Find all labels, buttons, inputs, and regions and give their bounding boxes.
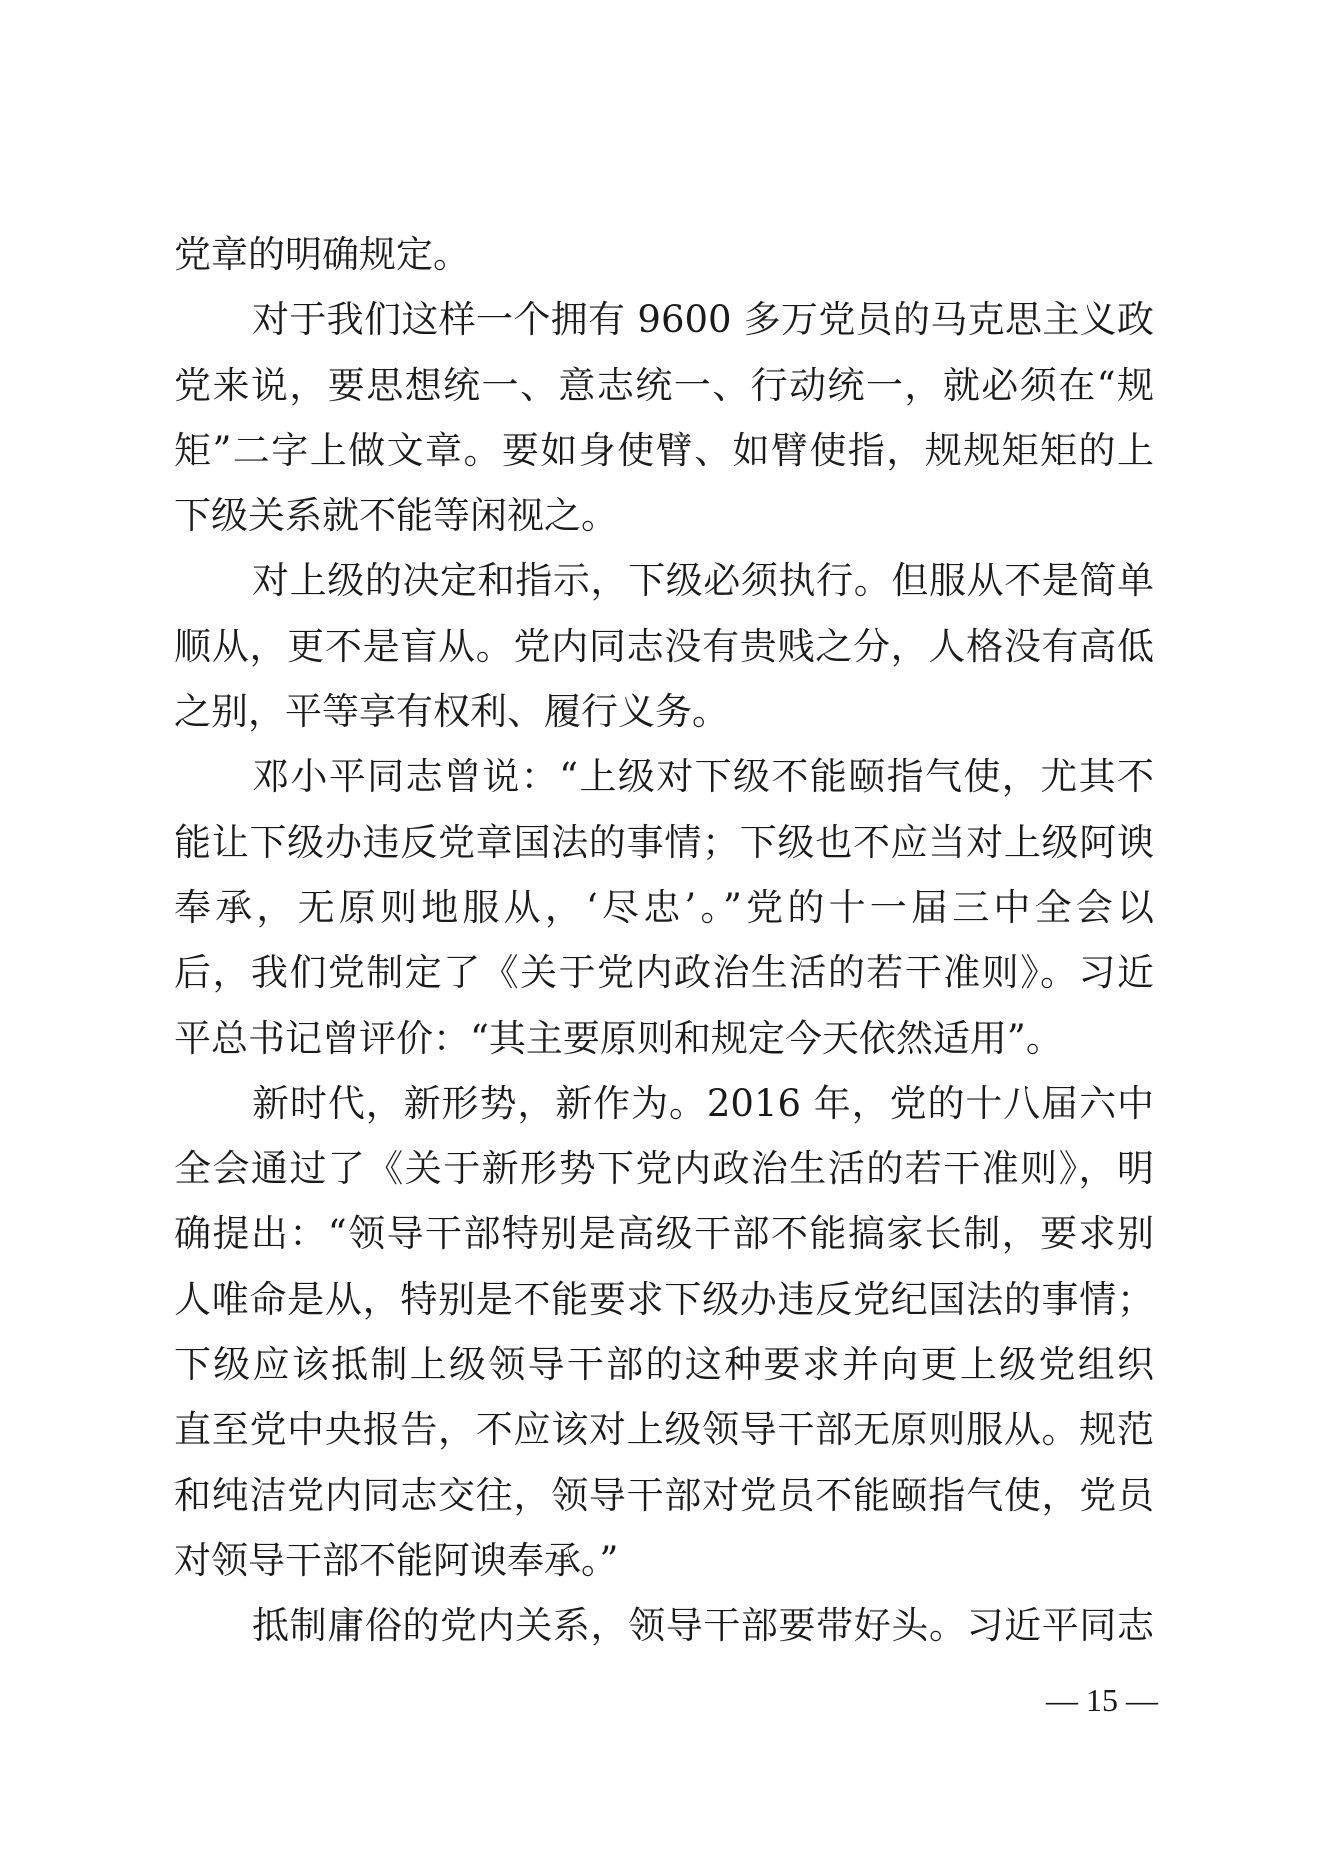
text-line: 顺从，更不是盲从。党内同志没有贵贱之分，人格没有高低 bbox=[174, 624, 1154, 668]
text-line: 矩”二字上做文章。要如身使臂、如臂使指，规规矩矩的上 bbox=[174, 428, 1154, 472]
document-body bbox=[174, 222, 1154, 1659]
text-line: 对领导干部不能阿谀奉承。” bbox=[174, 1538, 619, 1582]
text-line: 新时代，新形势，新作为。2016 年，党的十八届六中 bbox=[252, 1081, 1154, 1125]
text-line: 能让下级办违反党章国法的事情；下级也不应当对上级阿谀 bbox=[174, 820, 1154, 864]
text-line: 党来说，要思想统一、意志统一、行动统一，就必须在“规 bbox=[174, 363, 1154, 407]
text-line: 抵制庸俗的党内关系，领导干部要带好头。习近平同志 bbox=[252, 1604, 1154, 1648]
text-line: 下级应该抵制上级领导干部的这种要求并向更上级党组织 bbox=[174, 1343, 1154, 1387]
text-line: 直至党中央报告，不应该对上级领导干部无原则服从。规范 bbox=[174, 1408, 1154, 1452]
text-line: 平总书记曾评价：“其主要原则和规定今天依然适用”。 bbox=[174, 1016, 1063, 1060]
text-line: 确提出：“领导干部特别是高级干部不能搞家长制，要求别 bbox=[174, 1212, 1154, 1256]
page-number: — 15 — bbox=[1046, 1682, 1158, 1718]
text-line: 人唯命是从，特别是不能要求下级办违反党纪国法的事情； bbox=[174, 1277, 1154, 1321]
text-line: 和纯洁党内同志交往，领导干部对党员不能颐指气使，党员 bbox=[174, 1473, 1154, 1517]
text-line: 奉承，无原则地服从，‘尽忠’。”党的十一届三中全会以 bbox=[174, 885, 1154, 929]
text-line: 对上级的决定和指示，下级必须执行。但服从不是简单 bbox=[252, 559, 1154, 603]
text-line: 之别，平等享有权利、履行义务。 bbox=[174, 690, 729, 734]
text-line: 下级关系就不能等闲视之。 bbox=[174, 494, 618, 538]
text-line: 全会通过了《关于新形势下党内政治生活的若干准则》，明 bbox=[174, 1147, 1154, 1191]
text-line: 后，我们党制定了《关于党内政治生活的若干准则》。习近 bbox=[174, 951, 1154, 995]
text-line: 邓小平同志曾说：“上级对下级不能颐指气使，尤其不 bbox=[252, 755, 1154, 799]
text-line: 对于我们这样一个拥有 9600 多万党员的马克思主义政 bbox=[252, 298, 1154, 342]
text-line: 党章的明确规定。 bbox=[174, 233, 470, 276]
